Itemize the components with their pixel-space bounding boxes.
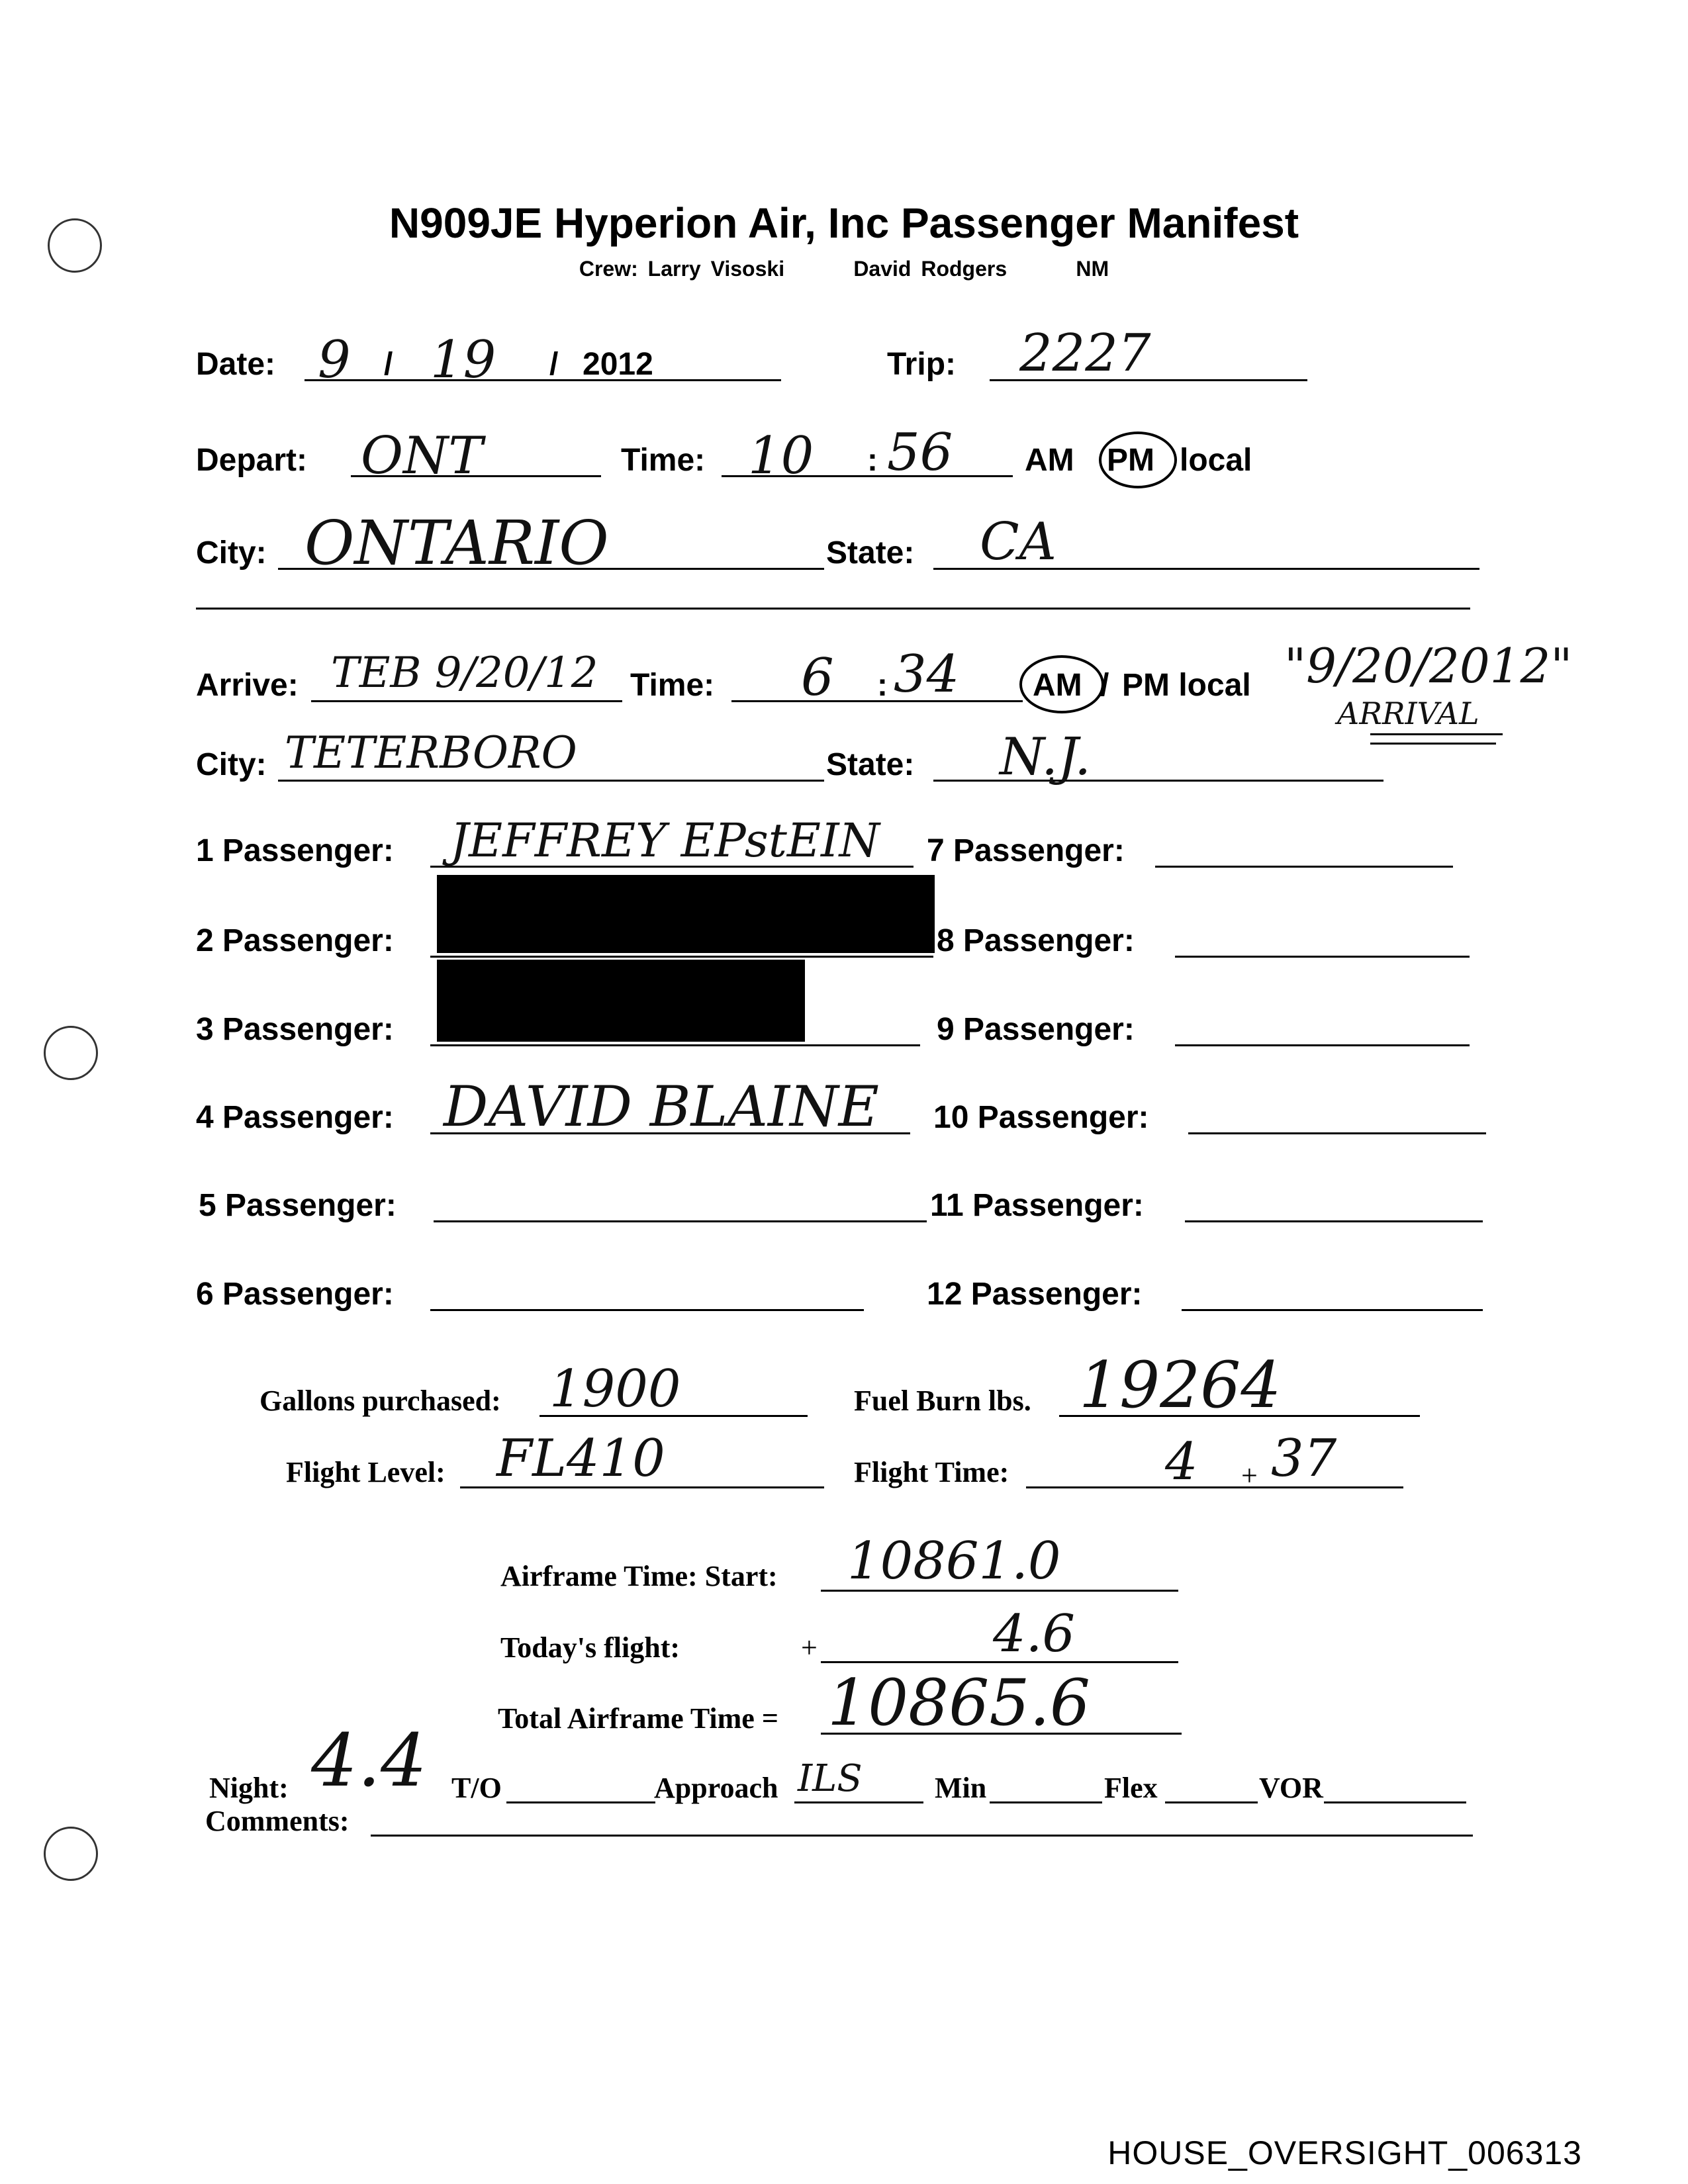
page-title: N909JE Hyperion Air, Inc Passenger Manifest xyxy=(389,199,1299,247)
depart-pm-label: PM xyxy=(1107,443,1154,478)
binder-hole-middle xyxy=(44,1026,98,1080)
depart-hour-value: 10 xyxy=(748,426,814,486)
crew-label: Crew: xyxy=(579,257,638,281)
airframe-start-label: Airframe Time: Start: xyxy=(500,1560,778,1592)
passenger-2-label: 2 Passenger: xyxy=(196,923,394,958)
depart-city-label: City: xyxy=(196,535,267,570)
binder-hole-bottom xyxy=(44,1827,98,1881)
date-month-value: 9 xyxy=(318,330,351,390)
depart-city-value: ONTARIO xyxy=(305,508,609,578)
date-day-value: 19 xyxy=(430,330,496,390)
flight-level-value: FL410 xyxy=(496,1429,665,1488)
passenger-4-name: DAVID BLAINE xyxy=(444,1074,879,1139)
arrive-slash: / xyxy=(1100,668,1109,703)
night-label: Night: xyxy=(209,1772,289,1804)
depart-state-value: CA xyxy=(980,512,1057,572)
arrive-label: Arrive: xyxy=(196,668,299,703)
flight-time-hours-value: 4 xyxy=(1165,1432,1198,1492)
approach-label: Approach xyxy=(654,1772,778,1804)
fuel-burn-value: 19264 xyxy=(1079,1348,1282,1422)
depart-label: Depart: xyxy=(196,443,308,478)
date-label: Date: xyxy=(196,347,276,382)
airframe-start-value: 10861.0 xyxy=(847,1531,1061,1591)
flex-label: Flex xyxy=(1104,1772,1158,1804)
arrive-time-label: Time: xyxy=(630,668,715,703)
depart-time-colon: : xyxy=(867,443,878,478)
arrive-am-label: AM xyxy=(1033,668,1082,703)
fuel-burn-label: Fuel Burn lbs. xyxy=(854,1385,1031,1417)
gallons-label: Gallons purchased: xyxy=(259,1385,501,1417)
passenger-1-label: 1 Passenger: xyxy=(196,833,394,868)
passenger-1-name: JEFFREY EPstEIN xyxy=(450,813,880,868)
date-slash-2: / xyxy=(549,347,559,382)
flight-level-label: Flight Level: xyxy=(286,1456,445,1488)
passenger-7-label: 7 Passenger: xyxy=(927,833,1125,868)
flight-time-minutes-value: 37 xyxy=(1271,1429,1337,1488)
passenger-9-label: 9 Passenger: xyxy=(937,1012,1135,1047)
total-airframe-value: 10865.6 xyxy=(827,1666,1090,1740)
date-year-value: 2012 xyxy=(583,347,653,382)
night-value: 4.4 xyxy=(311,1718,427,1803)
redaction-block-passenger-2 xyxy=(437,875,935,953)
arrive-min-value: 34 xyxy=(894,645,960,704)
date-slash-1: / xyxy=(384,347,393,382)
passenger-8-label: 8 Passenger: xyxy=(937,923,1135,958)
passenger-12-label: 12 Passenger: xyxy=(927,1277,1143,1312)
arrive-city-label: City: xyxy=(196,747,267,782)
flight-time-plus: + xyxy=(1241,1459,1258,1492)
passenger-3-label: 3 Passenger: xyxy=(196,1012,394,1047)
arrive-date-note: "9/20/2012" xyxy=(1284,638,1573,694)
arrival-note: ARRIVAL xyxy=(1337,696,1479,731)
arrive-hour-value: 6 xyxy=(801,648,834,707)
comments-label: Comments: xyxy=(205,1805,350,1837)
bates-number: HOUSE_OVERSIGHT_006313 xyxy=(1107,2134,1582,2171)
depart-am-label: AM xyxy=(1025,443,1074,478)
approach-value: ILS xyxy=(798,1757,863,1800)
crew-pilot-1: Larry Visoski xyxy=(647,257,785,281)
todays-flight-plus: + xyxy=(801,1631,818,1664)
flight-time-label: Flight Time: xyxy=(854,1456,1009,1488)
redaction-block-passenger-3 xyxy=(437,960,805,1042)
arrive-city-value: TETERBORO xyxy=(285,727,577,778)
depart-time-label: Time: xyxy=(621,443,706,478)
passenger-10-label: 10 Passenger: xyxy=(933,1100,1149,1135)
todays-flight-value: 4.6 xyxy=(993,1604,1076,1664)
passenger-4-label: 4 Passenger: xyxy=(196,1100,394,1135)
arrive-state-label: State: xyxy=(826,747,915,782)
depart-min-value: 56 xyxy=(887,423,953,482)
passenger-6-label: 6 Passenger: xyxy=(196,1277,394,1312)
passenger-11-label: 11 Passenger: xyxy=(930,1188,1144,1223)
trip-label: Trip: xyxy=(887,347,956,382)
todays-flight-label: Today's flight: xyxy=(500,1631,680,1664)
gallons-value: 1900 xyxy=(549,1359,681,1419)
crew-pilot-3: NM xyxy=(1076,257,1109,281)
total-airframe-label: Total Airframe Time = xyxy=(498,1702,778,1735)
trip-value: 2227 xyxy=(1019,324,1151,383)
arrive-time-colon: : xyxy=(877,668,888,703)
depart-local-label: local xyxy=(1180,443,1252,478)
depart-value: ONT xyxy=(361,426,483,486)
to-label: T/O xyxy=(451,1772,502,1804)
vor-label: VOR xyxy=(1259,1772,1323,1804)
arrive-pm-local-label: PM local xyxy=(1122,668,1251,703)
crew-pilot-2: David Rodgers xyxy=(853,257,1008,281)
depart-state-label: State: xyxy=(826,535,915,570)
crew-line xyxy=(0,257,1688,281)
arrive-state-value: N.J. xyxy=(1000,727,1092,787)
passenger-5-label: 5 Passenger: xyxy=(199,1188,397,1223)
arrive-value: TEB 9/20/12 xyxy=(331,649,598,698)
min-label: Min xyxy=(935,1772,987,1804)
